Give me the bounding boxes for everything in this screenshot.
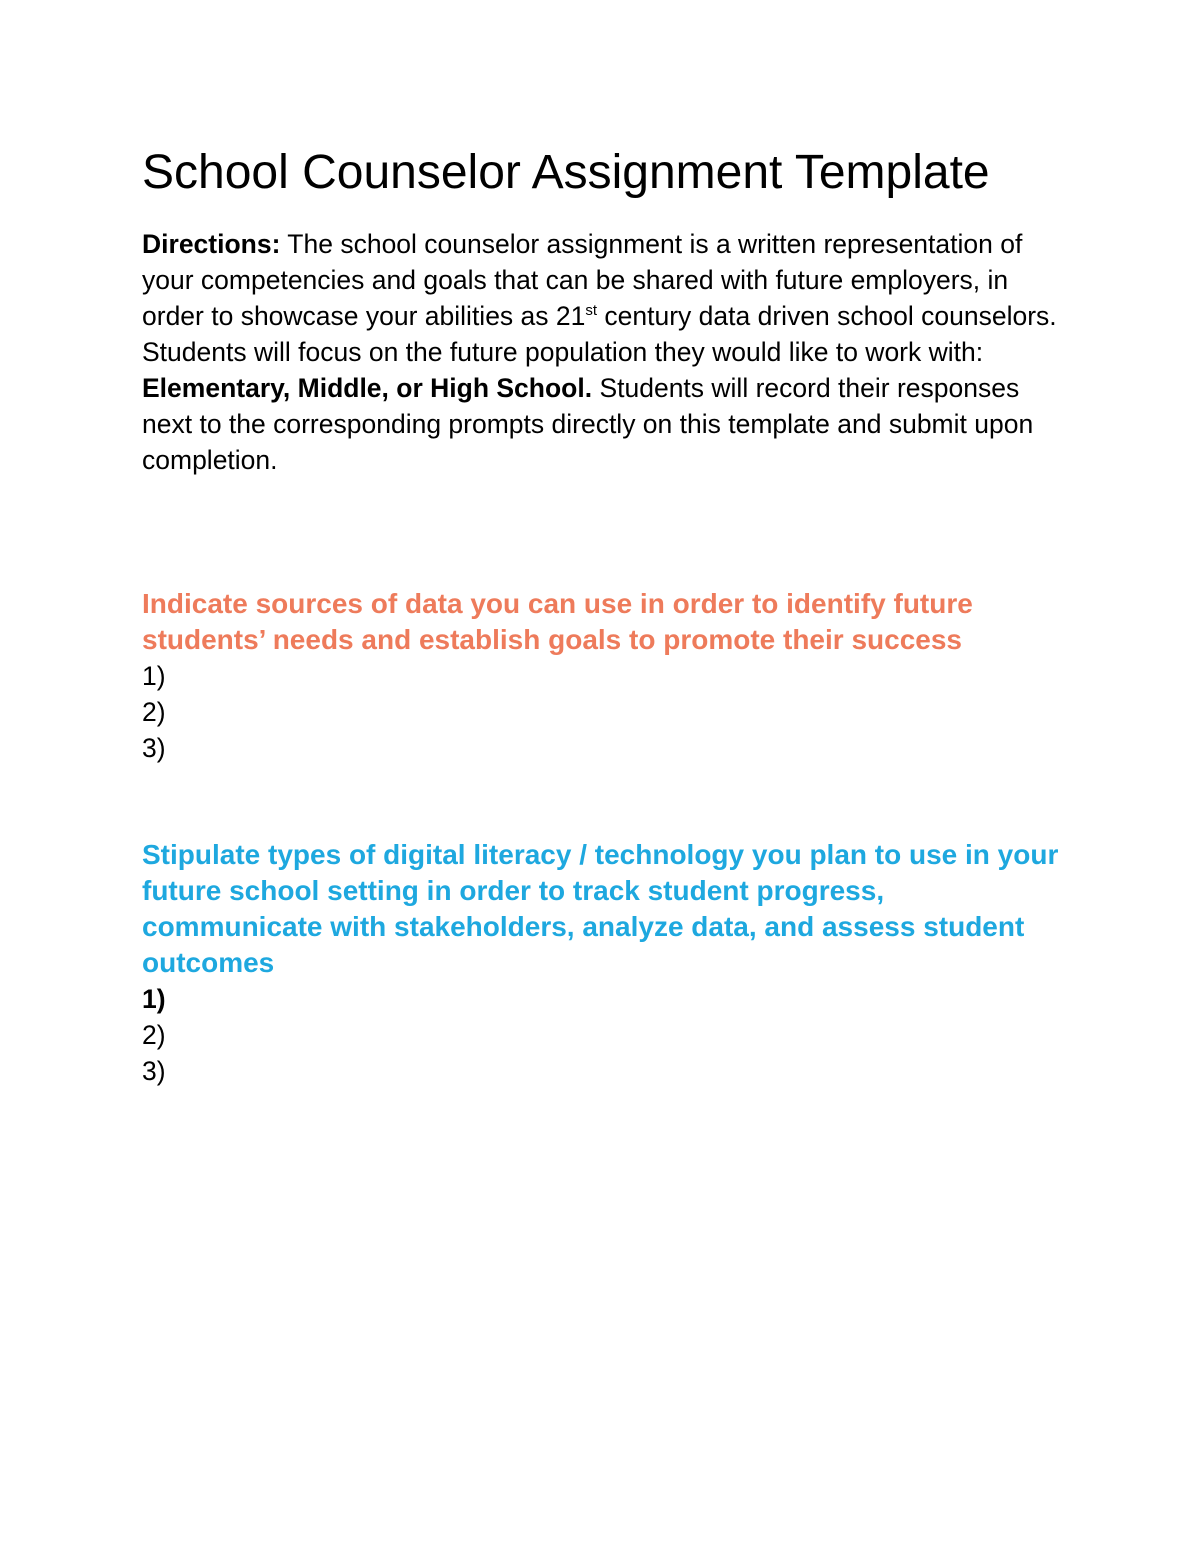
prompt-digital-literacy: Stipulate types of digital literacy / technology you plan to use in your future school setting in order to track student progress, communicate with stakeholders, analyze data, and assess student outcomes — [142, 839, 1059, 978]
list-item: 2) — [142, 697, 166, 727]
directions-paragraph — [142, 226, 1072, 478]
directions-label: Directions: — [142, 229, 281, 259]
prompt-data-sources: Indicate sources of data you can use in order to identify future students’ needs and establish goals to promote their success — [142, 588, 973, 655]
directions-emphasis: Elementary, Middle, or High School. — [142, 373, 593, 403]
list-item: 2) — [142, 1020, 166, 1050]
list-item: 3) — [142, 1056, 166, 1086]
directions-text-3: Students will record their responses next to the corresponding prompts directly on this template and submit upon completion. — [142, 373, 1034, 475]
directions-superscript: st — [585, 302, 598, 320]
list-item: 3) — [142, 733, 166, 763]
directions-text-2: century data driven school counselors. Students will focus on the future population they would like to work with: — [142, 301, 1057, 367]
page-title: School Counselor Assignment Template — [142, 146, 990, 199]
document-page — [142, 140, 1072, 1089]
list-item: 1) — [142, 984, 166, 1014]
response-list-data-sources — [142, 658, 1072, 766]
response-list-digital-literacy — [142, 981, 1072, 1089]
directions-text-1: The school counselor assignment is a written representation of your competencies and goals that can be shared with future employers, in order to showcase your abilities as 21 — [142, 229, 1023, 331]
list-item: 1) — [142, 661, 166, 691]
